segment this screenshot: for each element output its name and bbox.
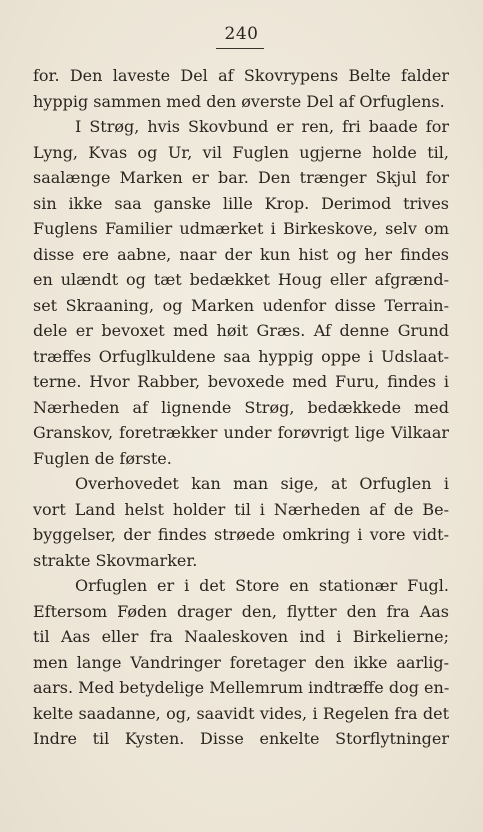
text-line: Nærheden af lignende Strøg, bedækkede med [33,397,449,417]
text-line: hyppig sammen med den øverste Del af Orfuglens. [33,91,445,111]
text-line: Lyng, Kvas og Ur, vil Fuglen ugjerne holde til, [33,142,449,162]
text-line: for. Den laveste Del af Skovrypens Belte falder [33,66,449,85]
text-line: Fuglen de første. [33,448,172,468]
body-text [33,63,449,752]
text-line: dele er bevoxet med høit Græs. Af denne Grund [33,321,449,340]
text-line: træffes Orfuglkuldene saa hyppig oppe i Udslaat- [33,346,449,366]
text-line: I Strøg, hvis Skovbund er ren, fri baade for [75,117,449,136]
text-line: aars. Med betydelige Mellemrum indtræffe dog en- [33,678,449,697]
text-line: Fuglens Familier udmærket i Birkeskove, selv om [33,219,449,238]
text-line: vort Land helst holder til i Nærheden af de Be- [33,499,449,519]
text-line: til Aas eller fra Naaleskoven ind i Birkelierne; [33,627,449,646]
text-line: set Skraaning, og Marken udenfor disse Terrain- [33,295,449,315]
text-line: sin ikke saa ganske lille Krop. Derimod trives [33,193,449,213]
text-line: byggelser, der findes strøede omkring i vore vidt- [33,525,449,544]
text-line: Orfuglen er i det Store en stationær Fugl. [75,576,449,595]
text-line: Granskov, foretrækker under forøvrigt lige Vilkaar [33,423,449,442]
text-line: men lange Vandringer foretager den ikke aarlig- [33,652,449,672]
page-number-rule [216,48,264,49]
text-line: kelte saadanne, og, saavidt vides, i Regelen fra det [33,703,449,723]
text-line: Indre til Kysten. Disse enkelte Storflytninger [33,729,449,748]
text-line: Eftersom Føden drager den, flytter den fra Aas [33,601,449,621]
page-number: 240 [224,24,259,44]
text-line: terne. Hvor Rabber, bevoxede med Furu, findes i [33,372,449,391]
text-line: disse ere aabne, naar der kun hist og her findes [33,244,449,264]
text-line: strakte Skovmarker. [33,550,198,570]
text-line: saalænge Marken er bar. Den trænger Skjul for [33,168,449,187]
text-line: Overhovedet kan man sige, at Orfuglen i [75,474,449,493]
text-line: en ulændt og tæt bedækket Houg eller afgrænd- [33,270,449,289]
